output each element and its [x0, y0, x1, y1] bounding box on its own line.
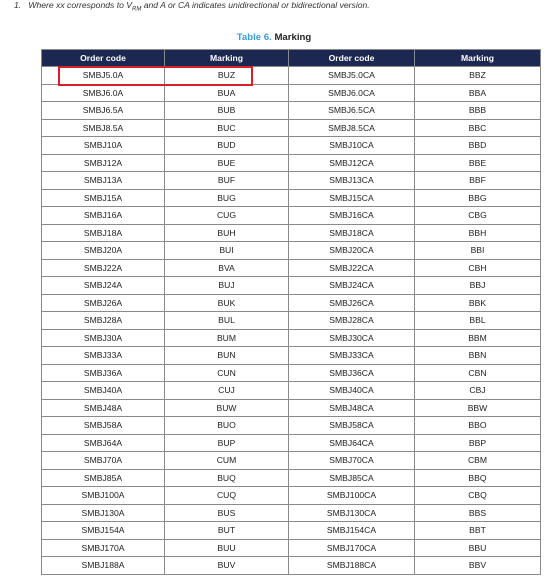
order-code-cell: SMBJ64A: [42, 434, 165, 452]
header-marking: Marking: [165, 50, 289, 67]
table-row: [42, 102, 541, 120]
marking-cell: CBM: [415, 452, 541, 470]
marking-cell: BBU: [415, 539, 541, 557]
marking-cell: BBJ: [415, 277, 541, 295]
marking-cell: BUZ: [165, 67, 289, 85]
order-code-cell: SMBJ13A: [42, 172, 165, 190]
footnote-text-after: and A or CA indicates unidirectional or bidirectional version.: [141, 0, 370, 10]
marking-cell: BBB: [415, 102, 541, 120]
order-code-cell: SMBJ12CA: [289, 154, 415, 172]
marking-cell: BUK: [165, 294, 289, 312]
marking-cell: BUH: [165, 224, 289, 242]
order-code-cell: SMBJ20A: [42, 242, 165, 260]
marking-cell: BBM: [415, 329, 541, 347]
table-row: [42, 364, 541, 382]
table-row: [42, 259, 541, 277]
table-row: [42, 399, 541, 417]
order-code-cell: SMBJ24A: [42, 277, 165, 295]
order-code-cell: SMBJ58A: [42, 417, 165, 435]
order-code-cell: SMBJ70A: [42, 452, 165, 470]
order-code-cell: SMBJ40A: [42, 382, 165, 400]
marking-cell: BUM: [165, 329, 289, 347]
table-row: [42, 487, 541, 505]
order-code-cell: SMBJ154CA: [289, 522, 415, 540]
marking-cell: BBE: [415, 154, 541, 172]
marking-cell: BBK: [415, 294, 541, 312]
header-order-code: Order code: [289, 50, 415, 67]
order-code-cell: SMBJ8.5CA: [289, 119, 415, 137]
order-code-cell: SMBJ15CA: [289, 189, 415, 207]
order-code-cell: SMBJ100A: [42, 487, 165, 505]
table-row: [42, 277, 541, 295]
marking-cell: CUM: [165, 452, 289, 470]
order-code-cell: SMBJ5.0A: [42, 67, 165, 85]
table-row: [42, 67, 541, 85]
table-row: [42, 504, 541, 522]
order-code-cell: SMBJ188A: [42, 557, 165, 575]
marking-cell: BUI: [165, 242, 289, 260]
marking-cell: BBO: [415, 417, 541, 435]
marking-cell: CUG: [165, 207, 289, 225]
order-code-cell: SMBJ22A: [42, 259, 165, 277]
order-code-cell: SMBJ48A: [42, 399, 165, 417]
order-code-cell: SMBJ6.5A: [42, 102, 165, 120]
order-code-cell: SMBJ58CA: [289, 417, 415, 435]
marking-cell: CBJ: [415, 382, 541, 400]
order-code-cell: SMBJ130CA: [289, 504, 415, 522]
order-code-cell: SMBJ154A: [42, 522, 165, 540]
order-code-cell: SMBJ48CA: [289, 399, 415, 417]
order-code-cell: SMBJ85A: [42, 469, 165, 487]
marking-cell: BUQ: [165, 469, 289, 487]
footnote-subscript: RM: [132, 6, 142, 13]
marking-cell: CBH: [415, 259, 541, 277]
table-header-row: [42, 50, 541, 67]
marking-cell: BUS: [165, 504, 289, 522]
order-code-cell: SMBJ16A: [42, 207, 165, 225]
marking-table: [41, 49, 541, 575]
marking-cell: BUG: [165, 189, 289, 207]
marking-cell: BBZ: [415, 67, 541, 85]
footnote-text-before: Where xx corresponds to V: [28, 0, 132, 10]
order-code-cell: SMBJ130A: [42, 504, 165, 522]
marking-cell: BUF: [165, 172, 289, 190]
order-code-cell: SMBJ30A: [42, 329, 165, 347]
marking-cell: BUP: [165, 434, 289, 452]
table-row: [42, 329, 541, 347]
marking-cell: BUT: [165, 522, 289, 540]
table-row: [42, 294, 541, 312]
order-code-cell: SMBJ28CA: [289, 312, 415, 330]
order-code-cell: SMBJ16CA: [289, 207, 415, 225]
table-row: [42, 557, 541, 575]
table-caption-title: Marking: [274, 32, 312, 43]
marking-cell: BBN: [415, 347, 541, 365]
order-code-cell: SMBJ33CA: [289, 347, 415, 365]
marking-cell: BBW: [415, 399, 541, 417]
table-row: [42, 522, 541, 540]
order-code-cell: SMBJ15A: [42, 189, 165, 207]
table-row: [42, 382, 541, 400]
marking-cell: CUJ: [165, 382, 289, 400]
order-code-cell: SMBJ20CA: [289, 242, 415, 260]
table-caption: [0, 32, 548, 43]
order-code-cell: SMBJ6.0A: [42, 84, 165, 102]
order-code-cell: SMBJ6.0CA: [289, 84, 415, 102]
table-row: [42, 137, 541, 155]
marking-cell: BUW: [165, 399, 289, 417]
marking-cell: BBA: [415, 84, 541, 102]
table-row: [42, 189, 541, 207]
table-row: [42, 469, 541, 487]
marking-cell: BBV: [415, 557, 541, 575]
order-code-cell: SMBJ5.0CA: [289, 67, 415, 85]
table-row: [42, 84, 541, 102]
order-code-cell: SMBJ64CA: [289, 434, 415, 452]
table-row: [42, 539, 541, 557]
table-body: [42, 67, 541, 575]
order-code-cell: SMBJ26CA: [289, 294, 415, 312]
order-code-cell: SMBJ10CA: [289, 137, 415, 155]
marking-cell: BBG: [415, 189, 541, 207]
marking-cell: BUU: [165, 539, 289, 557]
order-code-cell: SMBJ12A: [42, 154, 165, 172]
marking-cell: BBT: [415, 522, 541, 540]
marking-cell: BUE: [165, 154, 289, 172]
table-row: [42, 312, 541, 330]
table-row: [42, 172, 541, 190]
table-caption-label: Table 6.: [236, 32, 272, 43]
marking-cell: BBI: [415, 242, 541, 260]
marking-cell: BUB: [165, 102, 289, 120]
marking-cell: BBH: [415, 224, 541, 242]
order-code-cell: SMBJ6.5CA: [289, 102, 415, 120]
table-row: [42, 417, 541, 435]
marking-cell: BBD: [415, 137, 541, 155]
order-code-cell: SMBJ36A: [42, 364, 165, 382]
header-order-code: Order code: [42, 50, 165, 67]
marking-cell: BBS: [415, 504, 541, 522]
order-code-cell: SMBJ170A: [42, 539, 165, 557]
marking-cell: CUQ: [165, 487, 289, 505]
marking-cell: CUN: [165, 364, 289, 382]
order-code-cell: SMBJ188CA: [289, 557, 415, 575]
order-code-cell: SMBJ28A: [42, 312, 165, 330]
order-code-cell: SMBJ33A: [42, 347, 165, 365]
order-code-cell: SMBJ26A: [42, 294, 165, 312]
footnote-number: 1.: [14, 0, 22, 10]
marking-cell: BVA: [165, 259, 289, 277]
marking-cell: BBP: [415, 434, 541, 452]
order-code-cell: SMBJ13CA: [289, 172, 415, 190]
marking-cell: BBC: [415, 119, 541, 137]
marking-cell: BUO: [165, 417, 289, 435]
marking-cell: BUC: [165, 119, 289, 137]
table-row: [42, 452, 541, 470]
order-code-cell: SMBJ24CA: [289, 277, 415, 295]
marking-cell: BUD: [165, 137, 289, 155]
table-row: [42, 242, 541, 260]
header-marking: Marking: [415, 50, 541, 67]
order-code-cell: SMBJ22CA: [289, 259, 415, 277]
marking-cell: BUV: [165, 557, 289, 575]
marking-cell: CBQ: [415, 487, 541, 505]
order-code-cell: SMBJ18CA: [289, 224, 415, 242]
order-code-cell: SMBJ170CA: [289, 539, 415, 557]
table-row: [42, 224, 541, 242]
order-code-cell: SMBJ8.5A: [42, 119, 165, 137]
marking-cell: BUL: [165, 312, 289, 330]
order-code-cell: SMBJ30CA: [289, 329, 415, 347]
marking-cell: BUN: [165, 347, 289, 365]
footnote: [14, 0, 370, 13]
table-row: [42, 347, 541, 365]
marking-cell: CBG: [415, 207, 541, 225]
marking-cell: BUJ: [165, 277, 289, 295]
order-code-cell: SMBJ70CA: [289, 452, 415, 470]
marking-cell: BBL: [415, 312, 541, 330]
order-code-cell: SMBJ85CA: [289, 469, 415, 487]
order-code-cell: SMBJ40CA: [289, 382, 415, 400]
marking-cell: CBN: [415, 364, 541, 382]
marking-cell: BUA: [165, 84, 289, 102]
table-row: [42, 119, 541, 137]
table-row: [42, 434, 541, 452]
marking-cell: BBF: [415, 172, 541, 190]
table-row: [42, 154, 541, 172]
marking-cell: BBQ: [415, 469, 541, 487]
order-code-cell: SMBJ10A: [42, 137, 165, 155]
order-code-cell: SMBJ36CA: [289, 364, 415, 382]
order-code-cell: SMBJ18A: [42, 224, 165, 242]
table-row: [42, 207, 541, 225]
order-code-cell: SMBJ100CA: [289, 487, 415, 505]
